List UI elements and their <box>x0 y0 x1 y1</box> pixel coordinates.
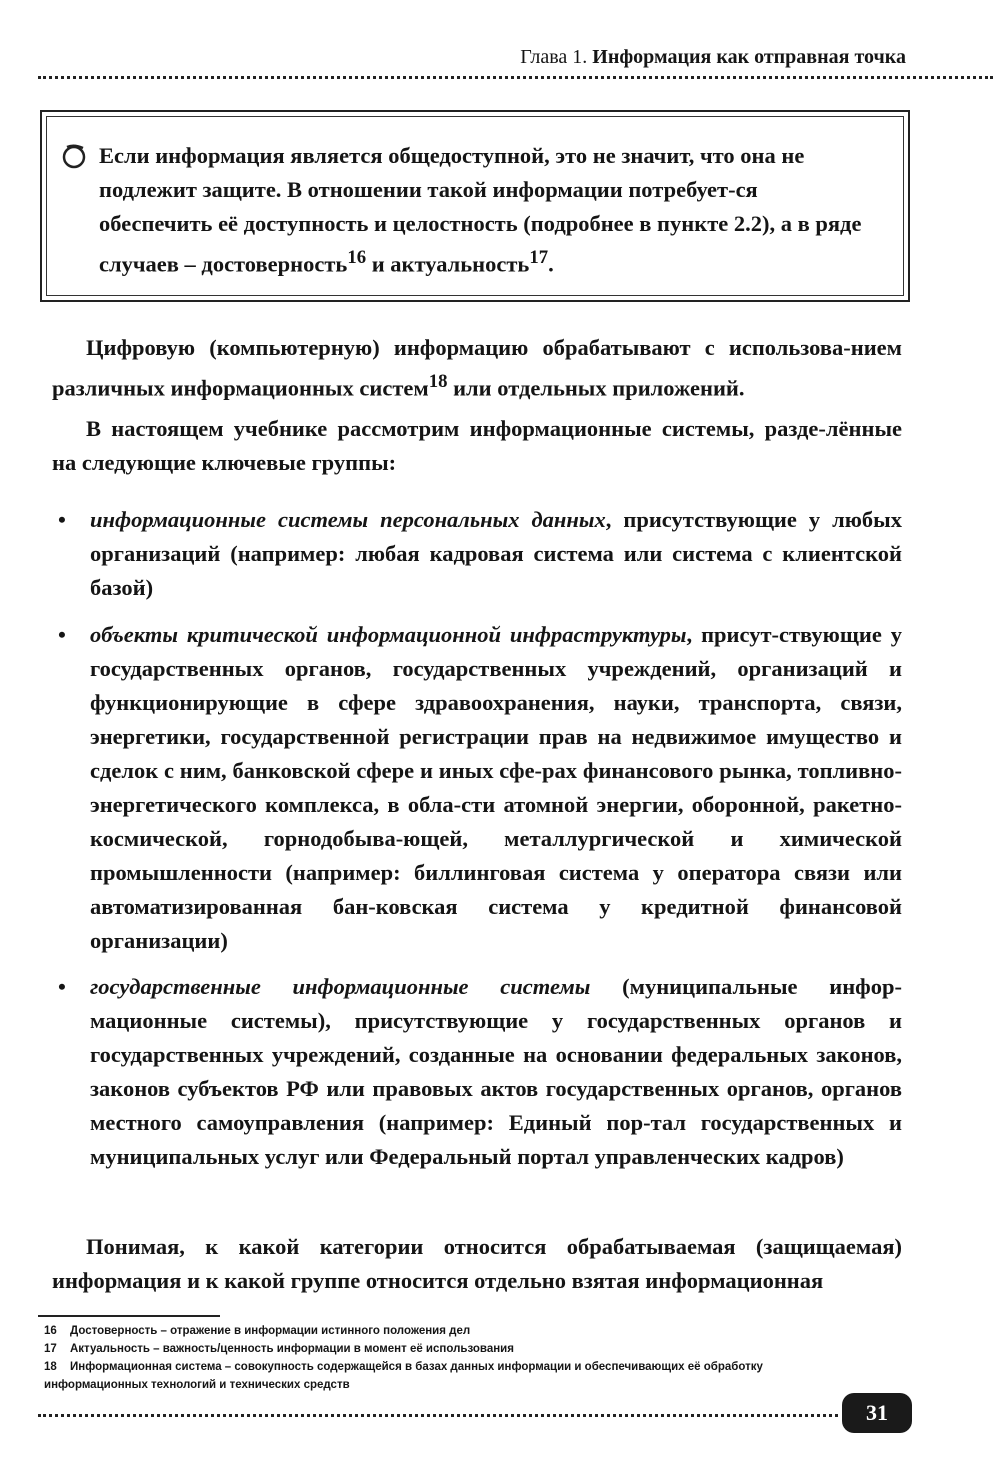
footnotes <box>44 1322 844 1394</box>
footer-dotted-rule <box>38 1414 838 1417</box>
bullet-item-3 <box>52 970 902 1174</box>
bullet-text: (муниципальные инфор-мационные системы), присутствующие у государственных органов и государственных учреждений, созданные на основании федеральных законов, законов субъектов РФ или правовых актов государственных органов, органов местного самоуправления (например: Единый пор-тал государственных и муниципальных услуг или Федеральный портал управленческих кадров) <box>90 974 902 1169</box>
footnote-number: 18 <box>44 1361 57 1373</box>
footnote-ref-18[interactable]: 18 <box>428 371 448 392</box>
paragraph-1-text-b: или отдельных приложений. <box>447 375 745 401</box>
bullet-item-2 <box>52 618 902 958</box>
footnote-number: 16 <box>44 1325 57 1337</box>
chapter-title: Информация как отправная точка <box>592 46 906 68</box>
footnote-text: Достоверность – отражение в информации истинного положения дел <box>70 1325 471 1337</box>
chapter-label: Глава 1. <box>520 46 588 68</box>
footnote-17 <box>44 1340 844 1358</box>
note-box <box>40 110 910 302</box>
footnote-text: Информационная система – совокупность содержащейся в базах данных информации и обеспечивающих её обработку информационных технологий и технических средств <box>44 1361 763 1391</box>
paragraph-3: Понимая, к какой категории относится обрабатываемая (защищаемая) информация и к какой группе относится отдельно взятая информационная <box>52 1234 902 1293</box>
footnote-ref-16[interactable]: 16 <box>347 247 367 268</box>
footnote-text: Актуальность – важность/ценность информации в момент её использования <box>70 1343 514 1355</box>
bullet-term: государственные информационные системы <box>90 974 591 999</box>
footnote-number: 17 <box>44 1343 57 1355</box>
header-dotted-rule <box>38 76 993 79</box>
footnote-16 <box>44 1322 844 1340</box>
bullet-marker: • <box>58 974 66 999</box>
note-text-main: Если информация является общедоступной, это не значит, что она не подлежит защите. В отношении такой информации потребует-ся обеспечить её доступность и целостность (подробнее в пункте 2.2), а в ряде случаев – достоверность <box>99 143 862 277</box>
running-header <box>0 46 906 69</box>
footnote-rule <box>38 1315 220 1317</box>
bullet-term: информационные системы персональных данных <box>90 507 606 532</box>
paragraph-1-text-a: Цифровую (компьютерную) информацию обрабатывают с использова-нием различных информационных систем <box>52 335 902 401</box>
bullet-term: объекты критической информационной инфраструктуры <box>90 622 687 647</box>
note-text-mid: и актуальность <box>366 251 530 277</box>
note-box-inner <box>46 116 904 296</box>
footnote-ref-17[interactable]: 17 <box>529 247 549 268</box>
note-text-end: . <box>548 251 554 277</box>
circle-mark-icon <box>61 143 87 169</box>
page-number: 31 <box>842 1393 912 1433</box>
paragraph-1 <box>52 331 902 406</box>
bullet-item-1 <box>52 503 902 605</box>
note-text <box>99 139 869 282</box>
footnote-18 <box>44 1358 844 1394</box>
bullet-marker: • <box>58 507 66 532</box>
bullet-text: , присут-ствующие у государственных органов, государственных учреждений, организаций и функционирующие в сфере здравоохранения, науки, транспорта, связи, энергетики, государственной регистрации прав на недвижимое имущество и сделок с ним, банковской сфере и иных сфе-рах финансового рынка, топливно-энергетического комплекса, в обла-сти атомной энергии, оборонной, ракетно-космической, горнодобыва-ющей, металлургической и химической промышленности (например: биллинговая система у оператора связи или автоматизированная бан-ковская система у кредитной финансовой организации) <box>90 622 902 953</box>
bullet-marker: • <box>58 622 66 647</box>
bullet-text: , присутствующие у любых организаций (например: любая кадровая система или система с клиентской базой) <box>90 507 903 600</box>
paragraph-2: В настоящем учебнике рассмотрим информационные системы, разде-лённые на следующие ключевые группы: <box>52 416 902 475</box>
